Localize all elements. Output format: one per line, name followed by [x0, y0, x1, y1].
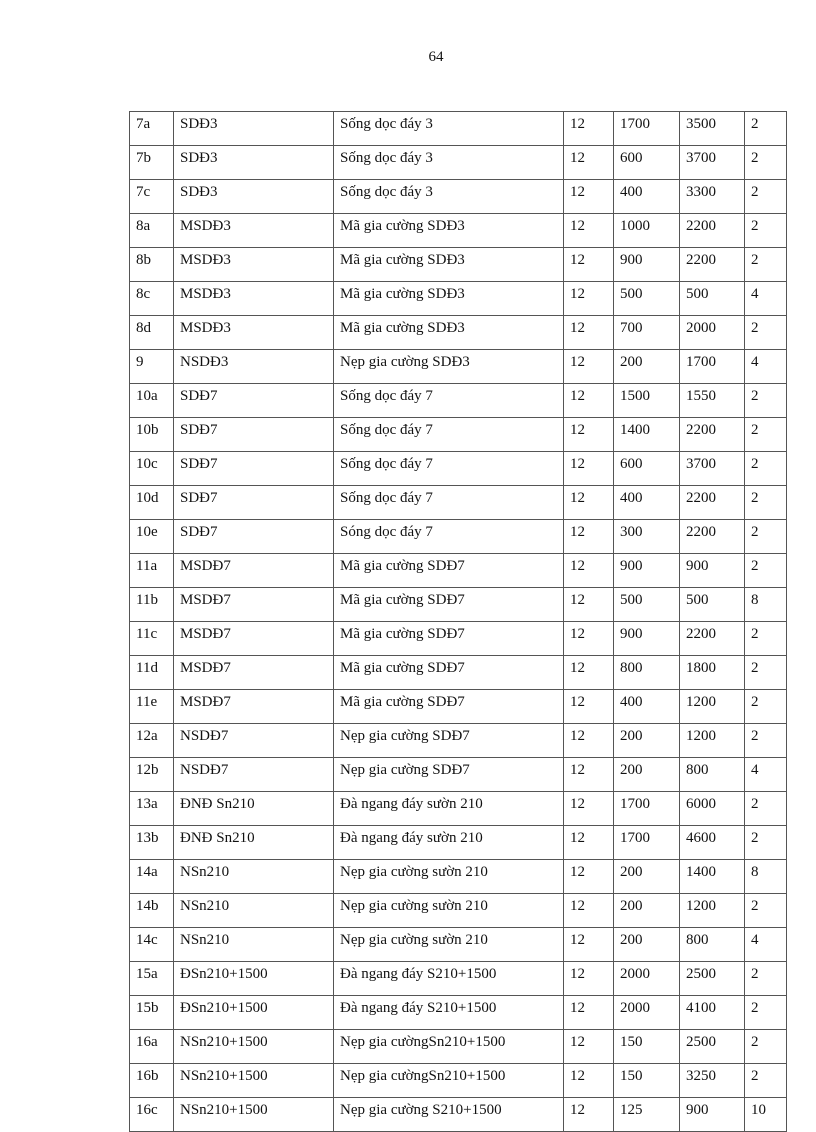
cell-part-code: ĐSn210+1500 [174, 962, 334, 996]
table-row [130, 622, 787, 656]
cell-thickness: 12 [564, 792, 614, 826]
cell-item-id: 11d [130, 656, 174, 690]
table-row [130, 350, 787, 384]
cell-thickness: 12 [564, 962, 614, 996]
cell-part-name: Đà ngang đáy sườn 210 [334, 792, 564, 826]
cell-part-code: NSn210 [174, 928, 334, 962]
cell-part-name: Nẹp gia cườngSn210+1500 [334, 1030, 564, 1064]
cell-part-name: Mã gia cường SDĐ7 [334, 622, 564, 656]
cell-thickness: 12 [564, 452, 614, 486]
cell-part-code: MSDĐ7 [174, 656, 334, 690]
cell-item-id: 8b [130, 248, 174, 282]
cell-quantity: 4 [745, 350, 787, 384]
cell-thickness: 12 [564, 1098, 614, 1132]
table-row [130, 894, 787, 928]
cell-width: 400 [614, 486, 680, 520]
cell-part-code: ĐNĐ Sn210 [174, 792, 334, 826]
cell-item-id: 8d [130, 316, 174, 350]
cell-thickness: 12 [564, 146, 614, 180]
cell-part-code: MSDĐ7 [174, 690, 334, 724]
cell-quantity: 2 [745, 894, 787, 928]
cell-item-id: 13a [130, 792, 174, 826]
cell-thickness: 12 [564, 214, 614, 248]
cell-quantity: 2 [745, 316, 787, 350]
table-row [130, 962, 787, 996]
cell-part-code: MSDĐ7 [174, 588, 334, 622]
cell-width: 1500 [614, 384, 680, 418]
cell-width: 500 [614, 282, 680, 316]
table-row [130, 656, 787, 690]
cell-part-name: Sống dọc đáy 7 [334, 418, 564, 452]
cell-length: 2200 [680, 214, 745, 248]
cell-width: 2000 [614, 962, 680, 996]
cell-length: 6000 [680, 792, 745, 826]
cell-part-name: Nẹp gia cường S210+1500 [334, 1098, 564, 1132]
cell-part-name: Mã gia cường SDĐ3 [334, 282, 564, 316]
cell-item-id: 16c [130, 1098, 174, 1132]
cell-length: 1550 [680, 384, 745, 418]
cell-thickness: 12 [564, 928, 614, 962]
cell-length: 3700 [680, 146, 745, 180]
cell-width: 500 [614, 588, 680, 622]
table-row [130, 792, 787, 826]
cell-length: 1400 [680, 860, 745, 894]
cell-thickness: 12 [564, 350, 614, 384]
cell-part-code: NSn210 [174, 894, 334, 928]
cell-part-name: Đà ngang đáy S210+1500 [334, 996, 564, 1030]
cell-width: 2000 [614, 996, 680, 1030]
cell-quantity: 4 [745, 282, 787, 316]
cell-thickness: 12 [564, 248, 614, 282]
cell-length: 1200 [680, 894, 745, 928]
cell-width: 800 [614, 656, 680, 690]
cell-item-id: 7c [130, 180, 174, 214]
cell-width: 300 [614, 520, 680, 554]
cell-part-code: SDĐ7 [174, 452, 334, 486]
cell-part-code: NSn210+1500 [174, 1030, 334, 1064]
cell-item-id: 15a [130, 962, 174, 996]
cell-item-id: 14a [130, 860, 174, 894]
cell-part-name: Mã gia cường SDĐ7 [334, 656, 564, 690]
cell-length: 800 [680, 928, 745, 962]
cell-part-code: MSDĐ7 [174, 622, 334, 656]
cell-part-name: Nẹp gia cường SDĐ3 [334, 350, 564, 384]
table-row [130, 860, 787, 894]
cell-part-name: Sống dọc đáy 7 [334, 452, 564, 486]
cell-part-code: MSDĐ7 [174, 554, 334, 588]
cell-length: 900 [680, 554, 745, 588]
cell-length: 1700 [680, 350, 745, 384]
cell-item-id: 16b [130, 1064, 174, 1098]
cell-part-name: Mã gia cường SDĐ3 [334, 316, 564, 350]
cell-thickness: 12 [564, 656, 614, 690]
cell-thickness: 12 [564, 384, 614, 418]
cell-part-name: Nẹp gia cường SDĐ7 [334, 758, 564, 792]
cell-width: 900 [614, 554, 680, 588]
cell-part-name: Mã gia cường SDĐ7 [334, 690, 564, 724]
table-row [130, 486, 787, 520]
cell-width: 200 [614, 350, 680, 384]
cell-width: 700 [614, 316, 680, 350]
cell-width: 150 [614, 1064, 680, 1098]
cell-quantity: 2 [745, 452, 787, 486]
table-row [130, 690, 787, 724]
cell-part-name: Mã gia cường SDĐ3 [334, 248, 564, 282]
cell-part-code: NSn210+1500 [174, 1064, 334, 1098]
cell-length: 1800 [680, 656, 745, 690]
cell-item-id: 10e [130, 520, 174, 554]
table-row [130, 928, 787, 962]
table-row [130, 214, 787, 248]
cell-thickness: 12 [564, 520, 614, 554]
cell-length: 2200 [680, 248, 745, 282]
cell-length: 2200 [680, 418, 745, 452]
cell-part-code: SDĐ7 [174, 418, 334, 452]
cell-width: 200 [614, 894, 680, 928]
table-row [130, 452, 787, 486]
cell-part-code: ĐSn210+1500 [174, 996, 334, 1030]
cell-thickness: 12 [564, 826, 614, 860]
cell-quantity: 2 [745, 384, 787, 418]
table-row [130, 758, 787, 792]
cell-part-code: NSDĐ7 [174, 724, 334, 758]
cell-part-code: NSDĐ7 [174, 758, 334, 792]
cell-part-name: Sống dọc đáy 3 [334, 112, 564, 146]
table-row [130, 996, 787, 1030]
cell-width: 1700 [614, 826, 680, 860]
cell-width: 150 [614, 1030, 680, 1064]
cell-part-name: Sống dọc đáy 7 [334, 384, 564, 418]
cell-part-name: Nẹp gia cường sườn 210 [334, 928, 564, 962]
cell-thickness: 12 [564, 690, 614, 724]
cell-length: 4600 [680, 826, 745, 860]
cell-quantity: 2 [745, 826, 787, 860]
table-row [130, 826, 787, 860]
cell-item-id: 11e [130, 690, 174, 724]
cell-item-id: 10a [130, 384, 174, 418]
cell-part-name: Mã gia cường SDĐ7 [334, 554, 564, 588]
cell-quantity: 2 [745, 180, 787, 214]
cell-width: 600 [614, 146, 680, 180]
cell-quantity: 2 [745, 146, 787, 180]
cell-part-code: SDĐ7 [174, 486, 334, 520]
cell-item-id: 11c [130, 622, 174, 656]
cell-thickness: 12 [564, 724, 614, 758]
cell-part-name: Sống dọc đáy 3 [334, 146, 564, 180]
cell-item-id: 16a [130, 1030, 174, 1064]
table-row [130, 282, 787, 316]
table-row [130, 554, 787, 588]
cell-length: 2500 [680, 962, 745, 996]
cell-thickness: 12 [564, 622, 614, 656]
cell-quantity: 2 [745, 554, 787, 588]
cell-width: 200 [614, 860, 680, 894]
cell-length: 3300 [680, 180, 745, 214]
cell-width: 400 [614, 690, 680, 724]
table-row [130, 1030, 787, 1064]
cell-quantity: 2 [745, 1030, 787, 1064]
cell-item-id: 12b [130, 758, 174, 792]
cell-item-id: 11b [130, 588, 174, 622]
cell-quantity: 8 [745, 588, 787, 622]
cell-item-id: 7a [130, 112, 174, 146]
cell-quantity: 2 [745, 112, 787, 146]
cell-part-name: Mã gia cường SDĐ3 [334, 214, 564, 248]
cell-length: 2500 [680, 1030, 745, 1064]
cell-quantity: 2 [745, 724, 787, 758]
cell-quantity: 8 [745, 860, 787, 894]
cell-part-name: Nẹp gia cường SDĐ7 [334, 724, 564, 758]
table-row [130, 520, 787, 554]
table-row [130, 316, 787, 350]
cell-width: 900 [614, 248, 680, 282]
cell-part-name: Đà ngang đáy S210+1500 [334, 962, 564, 996]
cell-thickness: 12 [564, 554, 614, 588]
cell-part-code: NSDĐ3 [174, 350, 334, 384]
cell-part-code: NSn210 [174, 860, 334, 894]
table-row [130, 180, 787, 214]
page-number: 64 [428, 49, 444, 65]
table-body [130, 112, 787, 1132]
cell-part-code: MSDĐ3 [174, 316, 334, 350]
cell-quantity: 2 [745, 520, 787, 554]
cell-thickness: 12 [564, 996, 614, 1030]
cell-quantity: 2 [745, 962, 787, 996]
cell-thickness: 12 [564, 860, 614, 894]
cell-thickness: 12 [564, 316, 614, 350]
table-row [130, 724, 787, 758]
cell-width: 400 [614, 180, 680, 214]
cell-part-name: Sóng dọc đáy 7 [334, 520, 564, 554]
cell-item-id: 10c [130, 452, 174, 486]
cell-length: 500 [680, 282, 745, 316]
cell-length: 3250 [680, 1064, 745, 1098]
cell-item-id: 7b [130, 146, 174, 180]
cell-item-id: 11a [130, 554, 174, 588]
cell-width: 1700 [614, 792, 680, 826]
cell-part-code: MSDĐ3 [174, 214, 334, 248]
cell-length: 1200 [680, 690, 745, 724]
cell-quantity: 2 [745, 690, 787, 724]
table-row [130, 112, 787, 146]
cell-width: 200 [614, 724, 680, 758]
parts-table [129, 111, 787, 1132]
cell-part-name: Mã gia cường SDĐ7 [334, 588, 564, 622]
cell-part-code: MSDĐ3 [174, 248, 334, 282]
cell-part-code: SDĐ3 [174, 146, 334, 180]
cell-part-code: NSn210+1500 [174, 1098, 334, 1132]
cell-length: 3500 [680, 112, 745, 146]
cell-part-code: SDĐ7 [174, 520, 334, 554]
cell-item-id: 15b [130, 996, 174, 1030]
table-row [130, 146, 787, 180]
cell-part-name: Sống dọc đáy 7 [334, 486, 564, 520]
cell-quantity: 2 [745, 656, 787, 690]
cell-thickness: 12 [564, 418, 614, 452]
cell-length: 2200 [680, 486, 745, 520]
cell-width: 200 [614, 758, 680, 792]
cell-quantity: 10 [745, 1098, 787, 1132]
cell-width: 200 [614, 928, 680, 962]
cell-width: 1700 [614, 112, 680, 146]
cell-item-id: 8c [130, 282, 174, 316]
cell-part-name: Sống dọc đáy 3 [334, 180, 564, 214]
cell-width: 900 [614, 622, 680, 656]
cell-item-id: 14b [130, 894, 174, 928]
cell-part-name: Đà ngang đáy sườn 210 [334, 826, 564, 860]
cell-quantity: 4 [745, 758, 787, 792]
cell-part-name: Nẹp gia cường sườn 210 [334, 894, 564, 928]
cell-length: 2200 [680, 622, 745, 656]
cell-item-id: 12a [130, 724, 174, 758]
cell-item-id: 14c [130, 928, 174, 962]
cell-quantity: 2 [745, 214, 787, 248]
cell-item-id: 13b [130, 826, 174, 860]
cell-thickness: 12 [564, 894, 614, 928]
cell-thickness: 12 [564, 1064, 614, 1098]
cell-item-id: 10d [130, 486, 174, 520]
cell-part-code: SDĐ7 [174, 384, 334, 418]
cell-part-name: Nẹp gia cường sườn 210 [334, 860, 564, 894]
cell-thickness: 12 [564, 1030, 614, 1064]
cell-thickness: 12 [564, 112, 614, 146]
table-row [130, 1064, 787, 1098]
cell-part-code: MSDĐ3 [174, 282, 334, 316]
cell-item-id: 10b [130, 418, 174, 452]
table-row [130, 384, 787, 418]
cell-width: 1000 [614, 214, 680, 248]
cell-width: 125 [614, 1098, 680, 1132]
cell-item-id: 9 [130, 350, 174, 384]
cell-quantity: 2 [745, 1064, 787, 1098]
cell-part-code: SDĐ3 [174, 180, 334, 214]
table-row [130, 588, 787, 622]
cell-thickness: 12 [564, 486, 614, 520]
cell-length: 2000 [680, 316, 745, 350]
cell-length: 800 [680, 758, 745, 792]
cell-length: 2200 [680, 520, 745, 554]
cell-thickness: 12 [564, 180, 614, 214]
cell-length: 900 [680, 1098, 745, 1132]
cell-thickness: 12 [564, 282, 614, 316]
cell-item-id: 8a [130, 214, 174, 248]
cell-width: 600 [614, 452, 680, 486]
cell-part-code: ĐNĐ Sn210 [174, 826, 334, 860]
cell-quantity: 2 [745, 248, 787, 282]
cell-quantity: 2 [745, 622, 787, 656]
table-row [130, 248, 787, 282]
cell-part-name: Nẹp gia cườngSn210+1500 [334, 1064, 564, 1098]
cell-quantity: 2 [745, 996, 787, 1030]
cell-length: 4100 [680, 996, 745, 1030]
cell-quantity: 2 [745, 792, 787, 826]
cell-part-code: SDĐ3 [174, 112, 334, 146]
cell-thickness: 12 [564, 588, 614, 622]
cell-length: 1200 [680, 724, 745, 758]
cell-quantity: 4 [745, 928, 787, 962]
cell-length: 3700 [680, 452, 745, 486]
table-row [130, 418, 787, 452]
cell-quantity: 2 [745, 418, 787, 452]
table-row [130, 1098, 787, 1132]
cell-thickness: 12 [564, 758, 614, 792]
cell-quantity: 2 [745, 486, 787, 520]
cell-width: 1400 [614, 418, 680, 452]
cell-length: 500 [680, 588, 745, 622]
